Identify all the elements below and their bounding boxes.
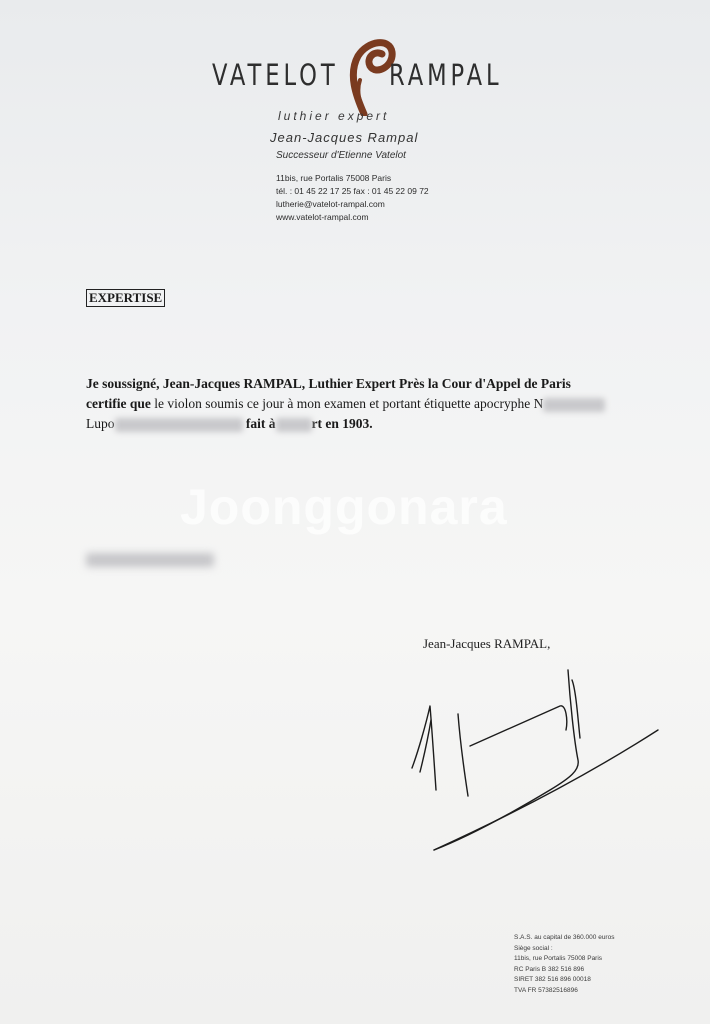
- watermark: Joonggonara: [180, 479, 508, 535]
- brand-name-left: VATELOT: [212, 58, 339, 92]
- owner-name: Jean-Jacques Rampal: [270, 130, 419, 145]
- footer-siret: SIRET 382 516 896 00018: [514, 976, 591, 983]
- paragraph-line-3-end: rt en 1903.: [311, 416, 373, 431]
- brand-tagline: luthier expert: [278, 109, 390, 123]
- footer-seat-address: 11bis, rue Portalis 75008 Paris: [514, 955, 603, 962]
- contact-block: [276, 172, 429, 224]
- footer-rc: RC Paris B 382 516 896: [514, 965, 585, 973]
- certification-paragraph: [86, 374, 646, 434]
- certify-phrase: certifie que: [86, 396, 151, 411]
- footer-tva: TVA FR 57382516896: [514, 986, 578, 994]
- phone-fax: tél. : 01 45 22 17 25 fax : 01 45 22 09 72: [276, 186, 429, 196]
- paragraph-line-2-text: le violon soumis ce jour à mon examen et portant étiquette apocryphe N: [150, 396, 544, 411]
- footer-capital: S.A.S. au capital de 360.000 euros: [514, 934, 615, 941]
- paragraph-line-3-mid: fait à: [245, 416, 276, 431]
- paragraph-line-2: [86, 394, 646, 414]
- paragraph-line-1: Je soussigné, Jean-Jacques RAMPAL, Luthier Expert Près la Cour d'Appel de Paris: [86, 376, 571, 391]
- brand-logo: [212, 36, 512, 116]
- document-heading: EXPERTISE: [86, 289, 165, 307]
- signer-name: Jean-Jacques RAMPAL,: [423, 636, 551, 651]
- redaction-mark: [276, 418, 312, 432]
- handwritten-signature: [400, 660, 670, 860]
- paragraph-line-3-start: Lupo: [86, 416, 115, 431]
- email: lutherie@vatelot-rampal.com: [276, 199, 385, 209]
- company-footer: [514, 933, 614, 996]
- website: www.vatelot-rampal.com: [276, 212, 369, 222]
- successor-line: Successeur d'Etienne Vatelot: [276, 150, 406, 161]
- redaction-mark: [115, 418, 243, 432]
- address: 11bis, rue Portalis 75008 Paris: [276, 173, 392, 183]
- redaction-mark: [543, 398, 605, 412]
- paragraph-line-3: [86, 414, 646, 434]
- brand-name-right: RAMPAL: [389, 58, 503, 92]
- redacted-date: [86, 553, 214, 567]
- footer-seat-label: Siège social :: [514, 944, 553, 952]
